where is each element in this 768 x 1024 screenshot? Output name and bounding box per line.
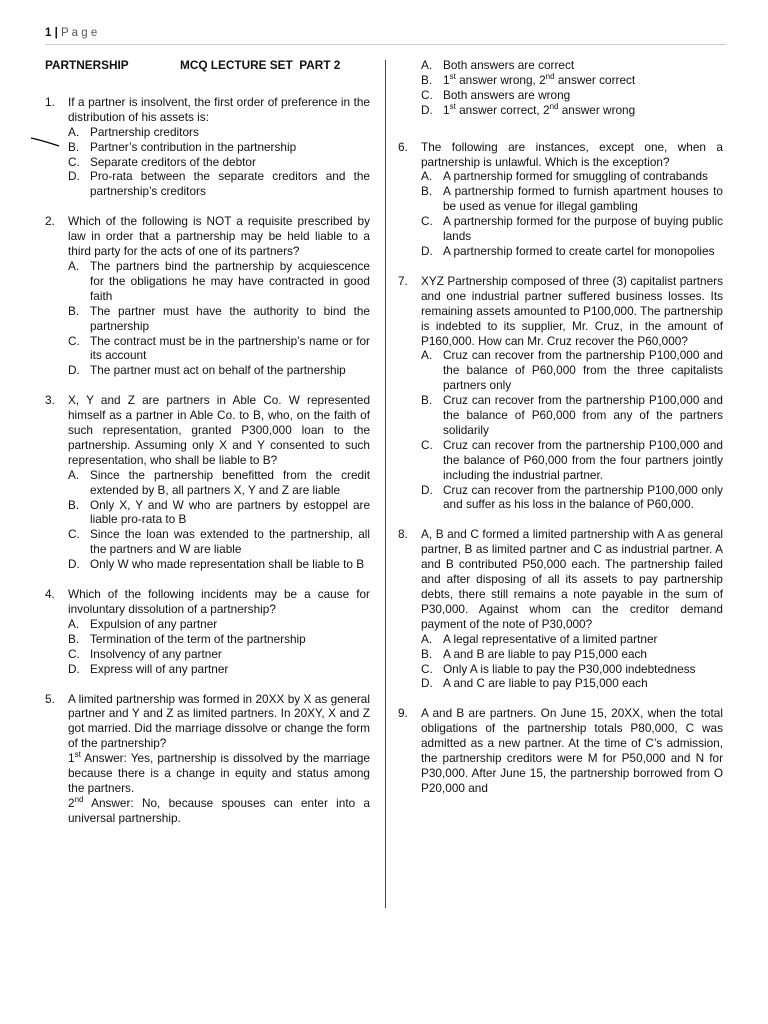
question-text: The following are instances, except one, when a partnership is unlawful. Which is the exception? — [421, 139, 723, 169]
option-text: A partnership formed to furnish apartment houses to be used as venue for illegal gambling — [443, 184, 723, 214]
option-c — [68, 155, 370, 170]
question-1 — [45, 95, 370, 199]
ordinal-suffix: st — [449, 71, 456, 81]
option-a — [421, 348, 723, 393]
option-d — [68, 169, 370, 199]
question-6 — [398, 140, 723, 259]
question-number: 1. — [45, 94, 55, 109]
answer-2 — [68, 796, 370, 826]
title-subject: PARTNERSHIP — [45, 58, 129, 72]
option-letter: B. — [68, 303, 80, 318]
option-letter: C. — [68, 154, 80, 169]
option-b — [68, 498, 370, 528]
option-d — [68, 363, 370, 378]
question-9 — [398, 706, 723, 795]
option-letter: C. — [421, 214, 433, 229]
option-c — [68, 334, 370, 364]
option-letter: A. — [421, 58, 433, 72]
option-text: Cruz can recover from the partnership P100,000 and the balance of P60,000 from any of the partners solidarily — [443, 393, 723, 437]
question-number: 6. — [398, 139, 408, 154]
page-header — [45, 27, 97, 39]
column-divider — [385, 60, 386, 908]
option-a — [421, 58, 723, 73]
option-text: The partner must have the authority to bind the partnership — [90, 303, 370, 333]
option-text: Only X, Y and W who are partners by estoppel are liable pro-rata to B — [90, 497, 370, 527]
title-set: MCQ LECTURE SET PART 2 — [180, 58, 341, 72]
option-text: Cruz can recover from the partnership P100,000 and the balance of P60,000 from the four partners jointly including the industrial partner. — [443, 437, 723, 482]
option-letter: A. — [68, 467, 80, 482]
option-c — [421, 88, 723, 103]
question-text: Which of the following is NOT a requisite prescribed by law in order that a partnership may be held liable to a third party for the acts of one of its partners? — [68, 214, 370, 259]
option-text: Only A is liable to pay the P30,000 indebtedness — [443, 661, 696, 676]
option-a — [421, 632, 723, 647]
option-text: Termination of the term of the partnership — [90, 631, 306, 646]
option-letter: B. — [68, 139, 80, 154]
option-letter: C. — [421, 661, 433, 676]
option-a — [68, 617, 370, 632]
option-d — [421, 676, 723, 691]
option-text: Expulsion of any partner — [90, 616, 218, 631]
right-column — [398, 58, 723, 811]
option-letter: D. — [421, 102, 433, 117]
question-number: 8. — [398, 527, 408, 542]
option-text: Partner’s contribution in the partnership — [90, 139, 297, 154]
option-letter: D. — [421, 676, 433, 691]
option-text: A partnership formed to create cartel for monopolies — [443, 243, 715, 258]
option-text: Since the partnership benefitted from the credit extended by B, all partners X, Y and Z are liable — [90, 467, 370, 497]
option-letter: B. — [68, 631, 80, 646]
option-text: The partner must act on behalf of the partnership — [90, 363, 346, 378]
option-text-part: answer correct, 2 — [455, 102, 550, 117]
option-c — [421, 214, 723, 244]
option-text: Insolvency of any partner — [90, 646, 222, 661]
option-letter: A. — [421, 348, 433, 363]
page-label: P a g e — [61, 27, 98, 39]
option-c — [421, 662, 723, 677]
answer-1 — [68, 751, 370, 796]
option-a — [68, 259, 370, 304]
question-text: X, Y and Z are partners in Able Co. W represented himself as a partner in Able Co. to B, who, on the faith of such representation, granted P300,000 loan to the partnership. Assuming only X and Y consented to such representation, who shall be liable to B? — [68, 393, 370, 467]
option-text: Only W who made representation shall be liable to B — [90, 557, 365, 572]
option-letter: A. — [421, 631, 433, 646]
option-c — [68, 527, 370, 557]
question-number: 4. — [45, 587, 55, 602]
question-5-options — [398, 58, 723, 118]
question-number: 3. — [45, 393, 55, 408]
option-text: Cruz can recover from the partnership P100,000 only and suffer as his loss in the balance of P60,000. — [443, 482, 723, 512]
option-letter: B. — [421, 393, 433, 408]
option-text-part: 1 — [443, 102, 450, 117]
option-a — [421, 169, 723, 184]
option-text: Partnership creditors — [90, 124, 199, 139]
option-text: Separate creditors of the debtor — [90, 154, 256, 169]
question-2 — [45, 214, 370, 378]
question-number: 5. — [45, 691, 55, 706]
answer-ordinal: 2 — [68, 795, 75, 810]
option-letter: A. — [68, 616, 80, 631]
option-text: Both answers are wrong — [443, 87, 571, 102]
question-text: A, B and C formed a limited partnership with A as general partner, B as limited partner and C as industrial partner. A and B contributed P50,000 each. The partnership failed and after disposing of all its assets to pay partnership debts, there still remains a note payable in the sum of P30,000. Against whom can the creditor demand payment of the note of P30,000? — [421, 527, 723, 631]
option-d — [421, 103, 723, 118]
option-d — [421, 244, 723, 259]
option-c — [68, 647, 370, 662]
option-letter: D. — [68, 363, 80, 378]
ordinal-suffix: nd — [545, 71, 555, 81]
page-number: 1 — [45, 27, 52, 39]
question-text: A limited partnership was formed in 20XX by X as general partner and Y and Z as limited partners. In 20XY, X and Z got married. Did the marriage dissolve or change the form of the partnership? — [68, 691, 370, 751]
option-text-part: answer wrong — [558, 102, 636, 117]
answer-ordinal-suffix: nd — [74, 794, 84, 804]
question-number: 9. — [398, 706, 408, 721]
option-letter: D. — [421, 482, 433, 497]
option-letter: D. — [421, 243, 433, 258]
question-text: If a partner is insolvent, the first order of preference in the distribution of his assets is: — [68, 94, 370, 124]
option-b — [421, 184, 723, 214]
option-b — [421, 647, 723, 662]
option-text-part: answer wrong, 2 — [455, 72, 546, 87]
answer-ordinal: 1 — [68, 751, 75, 766]
question-8 — [398, 527, 723, 691]
option-text: A and C are liable to pay P15,000 each — [443, 676, 648, 691]
option-text: Since the loan was extended to the partnership, all the partners and W are liable — [90, 527, 370, 557]
option-text: A and B are liable to pay P15,000 each — [443, 646, 647, 661]
left-column — [45, 58, 370, 841]
option-letter: B. — [421, 646, 433, 661]
option-d — [68, 557, 370, 572]
option-b — [421, 73, 723, 88]
option-letter: A. — [68, 258, 80, 273]
page-separator: | — [51, 27, 62, 39]
option-b — [68, 632, 370, 647]
option-text-part: 1 — [443, 72, 450, 87]
option-a — [68, 468, 370, 498]
document-title — [45, 58, 370, 73]
question-3 — [45, 393, 370, 572]
ordinal-suffix: nd — [549, 101, 559, 111]
option-letter: D. — [68, 661, 80, 676]
question-text: A and B are partners. On June 15, 20XX, when the total obligations of the partnership totals P80,000, C was admitted as a new partner. At the time of C’s admission, the partnership creditors were M for P50,000 and N for P30,000. After June 15, the partnership borrowed from O P20,000 and — [421, 706, 723, 795]
question-text: Which of the following incidents may be a cause for involuntary dissolution of a partnership? — [68, 587, 370, 616]
option-text: The contract must be in the partnership’s name or for its account — [90, 333, 370, 363]
question-number: 2. — [45, 214, 55, 229]
option-letter: C. — [68, 527, 80, 542]
option-text: Cruz can recover from the partnership P100,000 and the balance of P60,000 from the three capitalists partners only — [443, 348, 723, 393]
option-d — [68, 662, 370, 677]
option-letter: D. — [68, 557, 80, 572]
option-b — [421, 393, 723, 438]
option-b — [68, 140, 370, 155]
option-b — [68, 304, 370, 334]
option-a — [68, 125, 370, 140]
question-7 — [398, 274, 723, 513]
option-letter: C. — [68, 333, 80, 348]
answer-ordinal-suffix: st — [74, 750, 81, 760]
option-letter: C. — [68, 646, 80, 661]
option-text: A legal representative of a limited partner — [443, 631, 658, 646]
question-text: XYZ Partnership composed of three (3) capitalist partners and one industrial partner suffered business losses. Its remaining assets amounted to P100,000. The partnership is indebted to its supplier, Mr. Cruz, in the amount of P160,000. How can Mr. Cruz recover the P60,000? — [421, 273, 723, 348]
header-divider — [45, 44, 726, 45]
option-text: Pro-rata between the separate creditors and the partnership’s creditors — [90, 169, 370, 199]
option-text: The partners bind the partnership by acquiescence for the obligations he may have contracted in good faith — [90, 258, 370, 303]
answer-text: Answer: Yes, partnership is dissolved by the marriage because there is a change in equity and status among the partners. — [68, 751, 370, 795]
question-4 — [45, 587, 370, 676]
option-text: Express will of any partner — [90, 661, 229, 676]
option-letter: A. — [68, 124, 80, 139]
option-letter: A. — [421, 169, 433, 184]
option-letter: B. — [421, 184, 433, 199]
question-number: 7. — [398, 273, 408, 288]
option-letter: D. — [68, 169, 80, 184]
option-letter: C. — [421, 87, 433, 102]
ordinal-suffix: st — [449, 101, 456, 111]
option-text: A partnership formed for smuggling of contrabands — [443, 169, 708, 184]
option-letter: B. — [68, 497, 80, 512]
option-letter: B. — [421, 72, 433, 87]
option-text-part: answer correct — [554, 72, 636, 87]
option-c — [421, 438, 723, 483]
question-5 — [45, 692, 370, 826]
answer-text: Answer: No, because spouses can enter into a universal partnership. — [68, 795, 370, 825]
option-text: Both answers are correct — [443, 58, 575, 72]
option-letter: C. — [421, 437, 433, 452]
option-d — [421, 483, 723, 513]
option-text: A partnership formed for the purpose of buying public lands — [443, 214, 723, 244]
